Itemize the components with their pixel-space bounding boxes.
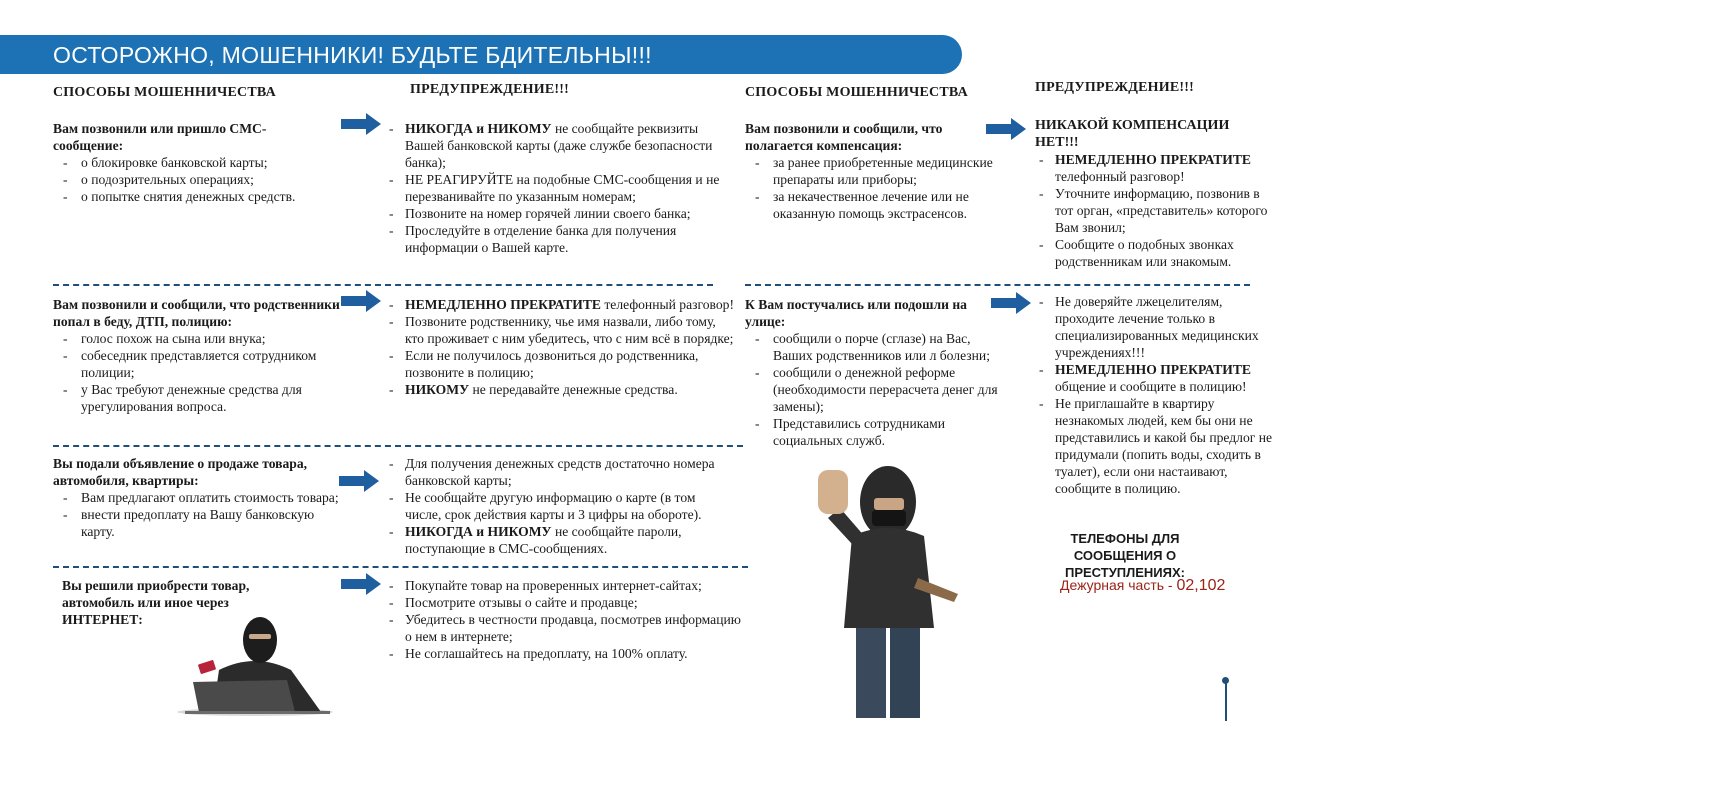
title-banner (0, 35, 962, 74)
scheme-compensation-block (745, 120, 1005, 222)
header-methods-left: СПОСОБЫ МОШЕННИЧЕСТВА (53, 85, 276, 100)
list-item: - Позвоните на номер горячей линии своего банка; (385, 205, 735, 222)
scheme-ad-block (53, 455, 343, 540)
warning-compensation-block (1035, 117, 1280, 270)
list-item: - Сообщите о подобных звонках родственникам или знакомым. (1035, 236, 1280, 270)
header-methods-right: СПОСОБЫ МОШЕННИЧЕСТВА (745, 85, 968, 100)
separator (745, 284, 1250, 286)
warning-ad-block (385, 455, 735, 557)
arrow-right-icon (985, 117, 1027, 141)
list-item: - Проследуйте в отделение банка для получения информации о Вашей карте. (385, 222, 735, 256)
list-item: - НИКОГДА и НИКОМУ не сообщайте реквизиты Вашей банковской карты (даже службе безопасности банка); (385, 120, 735, 171)
list-item: - Убедитесь в честности продавца, посмотрев информацию о нем в интернете; (385, 611, 745, 645)
list-item: - о попытке снятия денежных средств. (53, 188, 333, 205)
pin-marker-icon (1225, 681, 1227, 721)
list-item: - о блокировке банковской карты; (53, 154, 333, 171)
list-item: - за ранее приобретенные медицинские препараты или приборы; (745, 154, 1005, 188)
warning-relative-block (385, 296, 735, 398)
warning-sms-block (385, 120, 735, 256)
scheme-relative-lead: Вам позвонили и сообщили, что родственники попал в беду, ДТП, полицию: (53, 297, 340, 329)
separator (53, 566, 748, 568)
list-item: - голос похож на сына или внука; (53, 330, 358, 347)
header-warning-right: ПРЕДУПРЕЖДЕНИЕ!!! (1035, 80, 1194, 95)
list-item: - Позвоните родственнику, чье имя назвали, либо тому, кто проживает с ним убедитесь, что с ним всё в порядке; (385, 313, 735, 347)
list-item: - сообщили о денежной реформе (необходимости перерасчета денег для замены); (745, 364, 1000, 415)
scheme-street-block (745, 296, 1000, 449)
no-compensation-heading: НИКАКОЙ КОМПЕНСАЦИИ НЕТ!!! (1035, 118, 1230, 150)
list-item: - Если не получилось дозвониться до родственника, позвоните в полицию; (385, 347, 735, 381)
list-item: - Не сообщайте другую информацию о карте (в том числе, срок действия карты и 3 цифры на обороте). (385, 489, 735, 523)
hooded-man-stop-illustration (818, 458, 968, 720)
scheme-relative-block (53, 296, 358, 415)
page-title: ОСТОРОЖНО, МОШЕННИКИ! БУДЬТЕ БДИТЕЛЬНЫ!!! (53, 42, 652, 68)
list-item: - НЕ РЕАГИРУЙТЕ на подобные СМС-сообщения и не перезванивайте по указанным номерам; (385, 171, 735, 205)
separator (53, 445, 743, 447)
arrow-right-icon (340, 572, 382, 596)
list-item: - Не приглашайте в квартиру незнакомых людей, кем бы они не представились и какой бы предлог не придумали (попить воды, сходить в туалет), если они настаивают, сообщите в полицию. (1035, 395, 1280, 497)
list-item: - Для получения денежных средств достаточно номера банковской карты; (385, 455, 735, 489)
arrow-right-icon (990, 291, 1032, 315)
list-item: - НЕМЕДЛЕННО ПРЕКРАТИТЕ телефонный разговор! (1035, 151, 1280, 185)
scheme-sms-block (53, 120, 333, 205)
list-item: - Покупайте товар на проверенных интернет-сайтах; (385, 577, 745, 594)
warning-internet-block (385, 577, 745, 662)
separator (53, 284, 713, 286)
warning-street-block (1035, 293, 1280, 497)
duty-phone-numbers: 02,102 (1176, 577, 1226, 594)
list-item: - о подозрительных операциях; (53, 171, 333, 188)
duty-phone (1060, 577, 1260, 595)
list-item: - Уточните информацию, позвонив в тот орган, «представитель» которого Вам звонил; (1035, 185, 1280, 236)
list-item: - Посмотрите отзывы о сайте и продавце; (385, 594, 745, 611)
arrow-right-icon (338, 469, 380, 493)
duty-phone-label: Дежурная часть - (1060, 577, 1177, 593)
arrow-right-icon (340, 112, 382, 136)
list-item: - НИКОГДА и НИКОМУ не сообщайте пароли, поступающие в СМС-сообщениях. (385, 523, 735, 557)
scheme-internet-lead: Вы решили приобрести товар, автомобиль или иное через ИНТЕРНЕТ: (62, 578, 250, 627)
list-item: - НЕМЕДЛЕННО ПРЕКРАТИТЕ общение и сообщите в полицию! (1035, 361, 1280, 395)
scheme-sms-lead: Вам позвонили или пришло СМС-сообщение: (53, 121, 267, 153)
list-item: - у Вас требуют денежные средства для урегулирования вопроса. (53, 381, 358, 415)
phones-title: ТЕЛЕФОНЫ ДЛЯ СООБЩЕНИЯ О ПРЕСТУПЛЕНИЯХ: (1065, 531, 1185, 580)
list-item: - Вам предлагают оплатить стоимость товара; (53, 489, 343, 506)
scheme-compensation-lead: Вам позвонили и сообщили, что полагается компенсация: (745, 121, 943, 153)
scheme-ad-lead: Вы подали объявление о продаже товара, автомобиля, квартиры: (53, 456, 308, 488)
list-item: - Не доверяйте лжецелителям, проходите лечение только в специализированных медицинских учреждениях!!! (1035, 293, 1280, 361)
list-item: - НИКОМУ не передавайте денежные средства. (385, 381, 735, 398)
list-item: - за некачественное лечение или не оказанную помощь экстрасенсов. (745, 188, 1005, 222)
hacker-laptop-illustration (175, 608, 335, 716)
header-warning-left: ПРЕДУПРЕЖДЕНИЕ!!! (410, 82, 569, 97)
list-item: - Не соглашайтесь на предоплату, на 100% оплату. (385, 645, 745, 662)
scheme-street-lead: К Вам постучались или подошли на улице: (745, 297, 967, 329)
list-item: - внести предоплату на Вашу банковскую карту. (53, 506, 343, 540)
list-item: - сообщили о порче (сглазе) на Вас, Ваших родственников или л болезни; (745, 330, 1000, 364)
arrow-right-icon (340, 289, 382, 313)
list-item: - НЕМЕДЛЕННО ПРЕКРАТИТЕ телефонный разговор! (385, 296, 735, 313)
list-item: - Представились сотрудниками социальных служб. (745, 415, 1000, 449)
list-item: - собеседник представляется сотрудником полиции; (53, 347, 358, 381)
